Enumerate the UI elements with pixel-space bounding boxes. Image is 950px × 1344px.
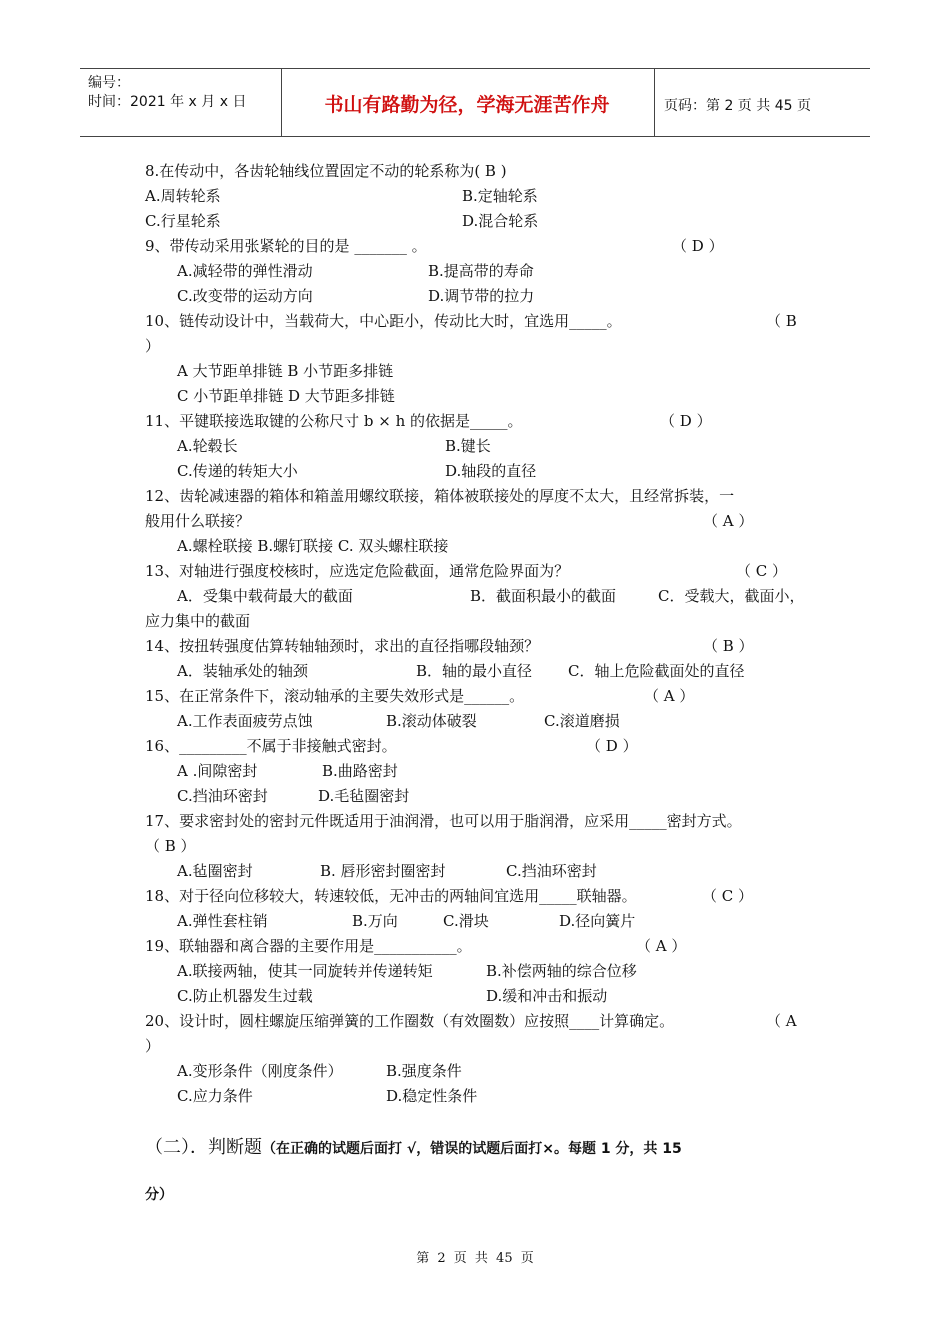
q11-stem: 11、平键联接选取键的公称尺寸 b × h 的依据是_____。 [145,412,523,430]
q14-answer: （ B ） [703,637,754,655]
q17-stem: 17、要求密封处的密封元件既适用于油润滑，也可以用于脂润滑，应采用_____密封方式。 [145,812,742,830]
q16-option-b: B.曲路密封 [322,762,398,780]
q13-option-c-continued: 应力集中的截面 [145,612,251,630]
q17-option-b: B. 唇形密封圈密封 [320,862,446,880]
q12-stem-continued: 般用什么联接？ [145,512,251,530]
q11-option-b: B.键长 [445,437,491,455]
q14-option-b: B．轴的最小直径 [416,662,533,680]
q9-stem: 9、带传动采用张紧轮的目的是 _______ 。 [145,237,427,255]
q20-answer: （ A [766,1012,797,1030]
section-instructions-continued: 分） [145,1187,173,1203]
q17-option-a: A.毡圈密封 [177,862,253,880]
q14-option-c: C．轴上危险截面处的直径 [568,662,745,680]
q16-option-d: D.毛毡圈密封 [318,787,410,805]
q19-option-b: B.补偿两轴的综合位移 [486,962,637,980]
q17-answer: （ B ） [145,837,196,855]
q14-option-a: A．装轴承处的轴颈 [177,662,308,680]
q12-options: A.螺栓联接 B.螺钉联接 C. 双头螺柱联接 [177,537,449,555]
q10-stem: 10、链传动设计中，当载荷大，中心距小，传动比大时，宜选用_____。 [145,312,622,330]
q10-options-cd: C 小节距单排链 D 大节距多排链 [177,387,395,405]
q17-option-c: C.挡油环密封 [506,862,597,880]
header-top-rule [80,68,870,69]
q18-option-a: A.弹性套柱销 [177,912,268,930]
header-number-label: 编号： [88,75,130,91]
q20-answer-close: ） [145,1037,161,1055]
header-date: 时间：2021 年 x 月 x 日 [88,94,247,110]
q15-option-a: A.工作表面疲劳点蚀 [177,712,313,730]
q8-option-b: B.定轴轮系 [462,187,538,205]
q18-option-d: D.径向簧片 [559,912,636,930]
q12-answer: （ A ） [703,512,754,530]
q11-option-d: D.轴段的直径 [445,462,537,480]
q9-answer: （ D ） [672,237,724,255]
section-heading [145,1133,682,1159]
q20-option-d: D.稳定性条件 [386,1087,478,1105]
q13-stem: 13、对轴进行强度校核时，应选定危险截面，通常危险界面为？ [145,562,570,580]
q11-option-c: C.传递的转矩大小 [177,462,298,480]
q19-answer: （ A ） [636,937,687,955]
q20-option-c: C.应力条件 [177,1087,253,1105]
q9-option-d: D.调节带的拉力 [428,287,535,305]
q19-stem: 19、联轴器和离合器的主要作用是___________。 [145,937,472,955]
q8-option-a: A.周转轮系 [145,187,221,205]
q14-stem: 14、按扭转强度估算转轴轴颈时，求出的直径指哪段轴颈？ [145,637,540,655]
q18-stem: 18、对于径向位移较大，转速较低，无冲击的两轴间宜选用_____联轴器。 [145,887,637,905]
header-bottom-rule [80,136,870,137]
q18-option-c: C.滑块 [443,912,489,930]
q13-option-a: A．受集中载荷最大的截面 [177,587,353,605]
q18-answer: （ C ） [702,887,754,905]
q16-stem: 16、_________不属于非接触式密封。 [145,737,397,755]
q10-answer-close: ） [145,337,161,355]
q9-option-a: A.减轻带的弹性滑动 [177,262,313,280]
q15-answer: （ A ） [644,687,695,705]
section-instructions: （在正确的试题后面打 √，错误的试题后面打×。每题 1 分，共 15 [262,1141,682,1157]
header-divider-right [654,68,655,136]
q9-option-c: C.改变带的运动方向 [177,287,313,305]
q12-stem: 12、齿轮减速器的箱体和箱盖用螺纹联接，箱体被联接处的厚度不太大，且经常拆装，一 [145,487,735,505]
q15-option-b: B.滚动体破裂 [386,712,477,730]
header-motto: 书山有路勤为径，学海无涯苦作舟 [324,94,610,116]
q20-stem: 20、设计时，圆柱螺旋压缩弹簧的工作圈数（有效圈数）应按照____计算确定。 [145,1012,675,1030]
q16-answer: （ D ） [586,737,638,755]
page-footer: 第 2 页 共 45 页 [416,1251,534,1266]
q19-option-c: C.防止机器发生过载 [177,987,313,1005]
section-title: （二）．判断题 [145,1137,262,1158]
q16-option-a: A .间隙密封 [177,762,258,780]
q19-option-a: A.联接两轴，使其一同旋转并传递转矩 [177,962,433,980]
q19-option-d: D.缓和冲击和振动 [486,987,608,1005]
q20-option-a: A.变形条件（刚度条件） [177,1062,343,1080]
q20-option-b: B.强度条件 [386,1062,462,1080]
q10-answer: （ B [766,312,797,330]
q10-options-ab: A 大节距单排链 B 小节距多排链 [177,362,394,380]
q15-option-c: C.滚道磨损 [544,712,620,730]
q9-option-b: B.提高带的寿命 [428,262,534,280]
q8-option-d: D.混合轮系 [462,212,539,230]
q13-option-c: C．受载大，截面小， [658,587,805,605]
q15-stem: 15、在正常条件下，滚动轴承的主要失效形式是______。 [145,687,525,705]
q8-stem: 8.在传动中，各齿轮轴线位置固定不动的轮系称为( B ) [145,162,507,180]
q16-option-c: C.挡油环密封 [177,787,268,805]
q8-option-c: C.行星轮系 [145,212,221,230]
q13-answer: （ C ） [736,562,788,580]
q11-option-a: A.轮毂长 [177,437,238,455]
q11-answer: （ D ） [660,412,712,430]
q13-option-b: B．截面积最小的截面 [470,587,617,605]
header-page-info: 页码：第 2 页 共 45 页 [664,98,811,114]
q18-option-b: B.万向 [352,912,398,930]
